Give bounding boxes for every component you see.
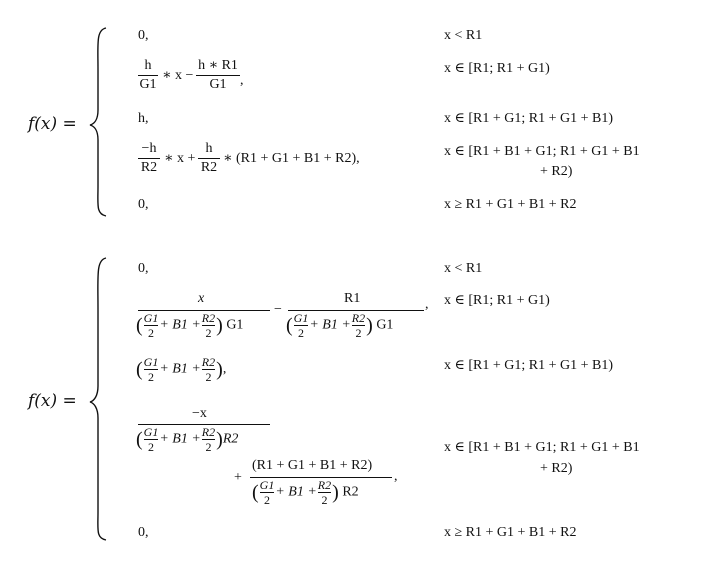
inner-g: G1	[143, 355, 159, 369]
f1-case2-frac2	[196, 59, 240, 92]
f2-case2-den1: ( $\frac{G1}{2}$ + B1 + $\frac{R2}{2}$ ) G1	[136, 311, 244, 340]
f2-case2-den2: ( $\frac{G1}{2}$ + B1 + $\frac{R2}{2}$ ) G1	[286, 311, 394, 340]
f2-case5-cond: x ≥ R1 + G1 + B1 + R2	[444, 525, 577, 540]
inner-plus-b: + B1 +	[159, 317, 201, 333]
inner-r: R2	[201, 311, 216, 325]
f2-case4-den1: ( $\frac{G1}{2}$ + B1 + $\frac{R2}{2}$ )R2	[136, 425, 239, 454]
lhs-2: f(x) =	[28, 391, 77, 411]
numerator: −h	[141, 141, 157, 156]
tail: ,	[222, 361, 227, 377]
f1-case4-frac2	[198, 142, 220, 175]
inner-two: 2	[355, 326, 362, 340]
inner-g: G1	[143, 311, 159, 325]
inner-r: R2	[317, 478, 332, 492]
f1-case3-cond: x ∈ [R1 + G1; R1 + G1 + B1)	[444, 111, 613, 126]
f1-case4-frac1	[138, 142, 160, 175]
inner-g: G1	[143, 425, 159, 439]
f1-case1-cond: x < R1	[444, 28, 483, 43]
f2-case4-num1: −x	[192, 406, 207, 421]
f2-case2-num2: R1	[344, 291, 361, 306]
f1-case2-frac1	[138, 59, 158, 92]
inner-two: 2	[264, 493, 270, 507]
denominator: R2	[140, 160, 158, 175]
lhs-1: f(x) =	[28, 114, 77, 134]
inner-g: G1	[293, 311, 309, 325]
numerator: h	[144, 58, 152, 73]
denominator: G1	[209, 77, 227, 92]
inner-g: G1	[259, 478, 275, 492]
den-tail: G1	[226, 317, 244, 333]
f1-case1-expr: 0,	[138, 28, 149, 43]
f1-case4-cond1: x ∈ [R1 + B1 + G1; R1 + G1 + B1	[444, 144, 640, 159]
inner-r: R2	[351, 311, 366, 325]
inner-two: 2	[321, 493, 328, 507]
inner-two: 2	[298, 326, 304, 340]
inner-plus-b: + B1 +	[159, 431, 201, 447]
f2-case2-num1: x	[198, 291, 205, 306]
f1-case4-mid: ∗ x +	[164, 151, 196, 166]
denominator: R2	[200, 160, 218, 175]
inner-plus-b: + B1 +	[275, 484, 317, 500]
f2-case2-minus: −	[274, 302, 282, 317]
inner-plus-b: + B1 +	[159, 361, 201, 377]
brace-1	[90, 28, 106, 216]
inner-two: 2	[205, 440, 212, 454]
f2-case2-cond: x ∈ [R1; R1 + G1)	[444, 293, 550, 308]
inner-r: R2	[201, 425, 216, 439]
f2-case4-cond1: x ∈ [R1 + B1 + G1; R1 + G1 + B1	[444, 440, 640, 455]
numerator: h	[205, 141, 213, 156]
f2-case1-cond: x < R1	[444, 261, 483, 276]
f1-case5-cond: x ≥ R1 + G1 + B1 + R2	[444, 197, 577, 212]
f1-case4-tail: ∗ (R1 + G1 + B1 + R2),	[223, 151, 360, 166]
inner-r: R2	[201, 355, 216, 369]
inner-two: 2	[148, 370, 154, 384]
f2-case4-plus: +	[234, 470, 242, 485]
inner-two: 2	[148, 326, 154, 340]
denominator: G1	[139, 77, 157, 92]
f1-case3-expr: h,	[138, 111, 149, 126]
f1-case2-cond: x ∈ [R1; R1 + G1)	[444, 61, 550, 76]
f2-case4-tail: ,	[394, 469, 398, 484]
inner-two: 2	[205, 370, 212, 384]
f1-case5-expr: 0,	[138, 197, 149, 212]
f2-case4-den2: ( $\frac{G1}{2}$ + B1 + $\frac{R2}{2}$ ) R2	[252, 478, 359, 507]
numerator: h ∗ R1	[198, 58, 238, 73]
den-tail: R2	[342, 484, 359, 500]
inner-plus-b: + B1 +	[309, 317, 351, 333]
f1-case2-tail: ,	[240, 73, 244, 88]
f2-case3-cond: x ∈ [R1 + G1; R1 + G1 + B1)	[444, 358, 613, 373]
inner-two: 2	[205, 326, 212, 340]
den-tail: R2	[222, 431, 239, 447]
f1-case4-cond2: + R2)	[540, 164, 573, 179]
f2-case2-tail: ,	[425, 297, 429, 312]
f2-case1-expr: 0,	[138, 261, 149, 276]
f2-case4-cond2: + R2)	[540, 461, 573, 476]
brace-2	[90, 258, 106, 540]
f1-case2-mid: ∗ x −	[162, 68, 194, 83]
den-tail: G1	[376, 317, 394, 333]
f2-case5-expr: 0,	[138, 525, 149, 540]
inner-two: 2	[148, 440, 154, 454]
f2-case3-expr: ( $\frac{G1}{2}$ + B1 + $\frac{R2}{2}$ ),	[136, 355, 227, 384]
f2-case4-num2: (R1 + G1 + B1 + R2)	[252, 458, 373, 473]
